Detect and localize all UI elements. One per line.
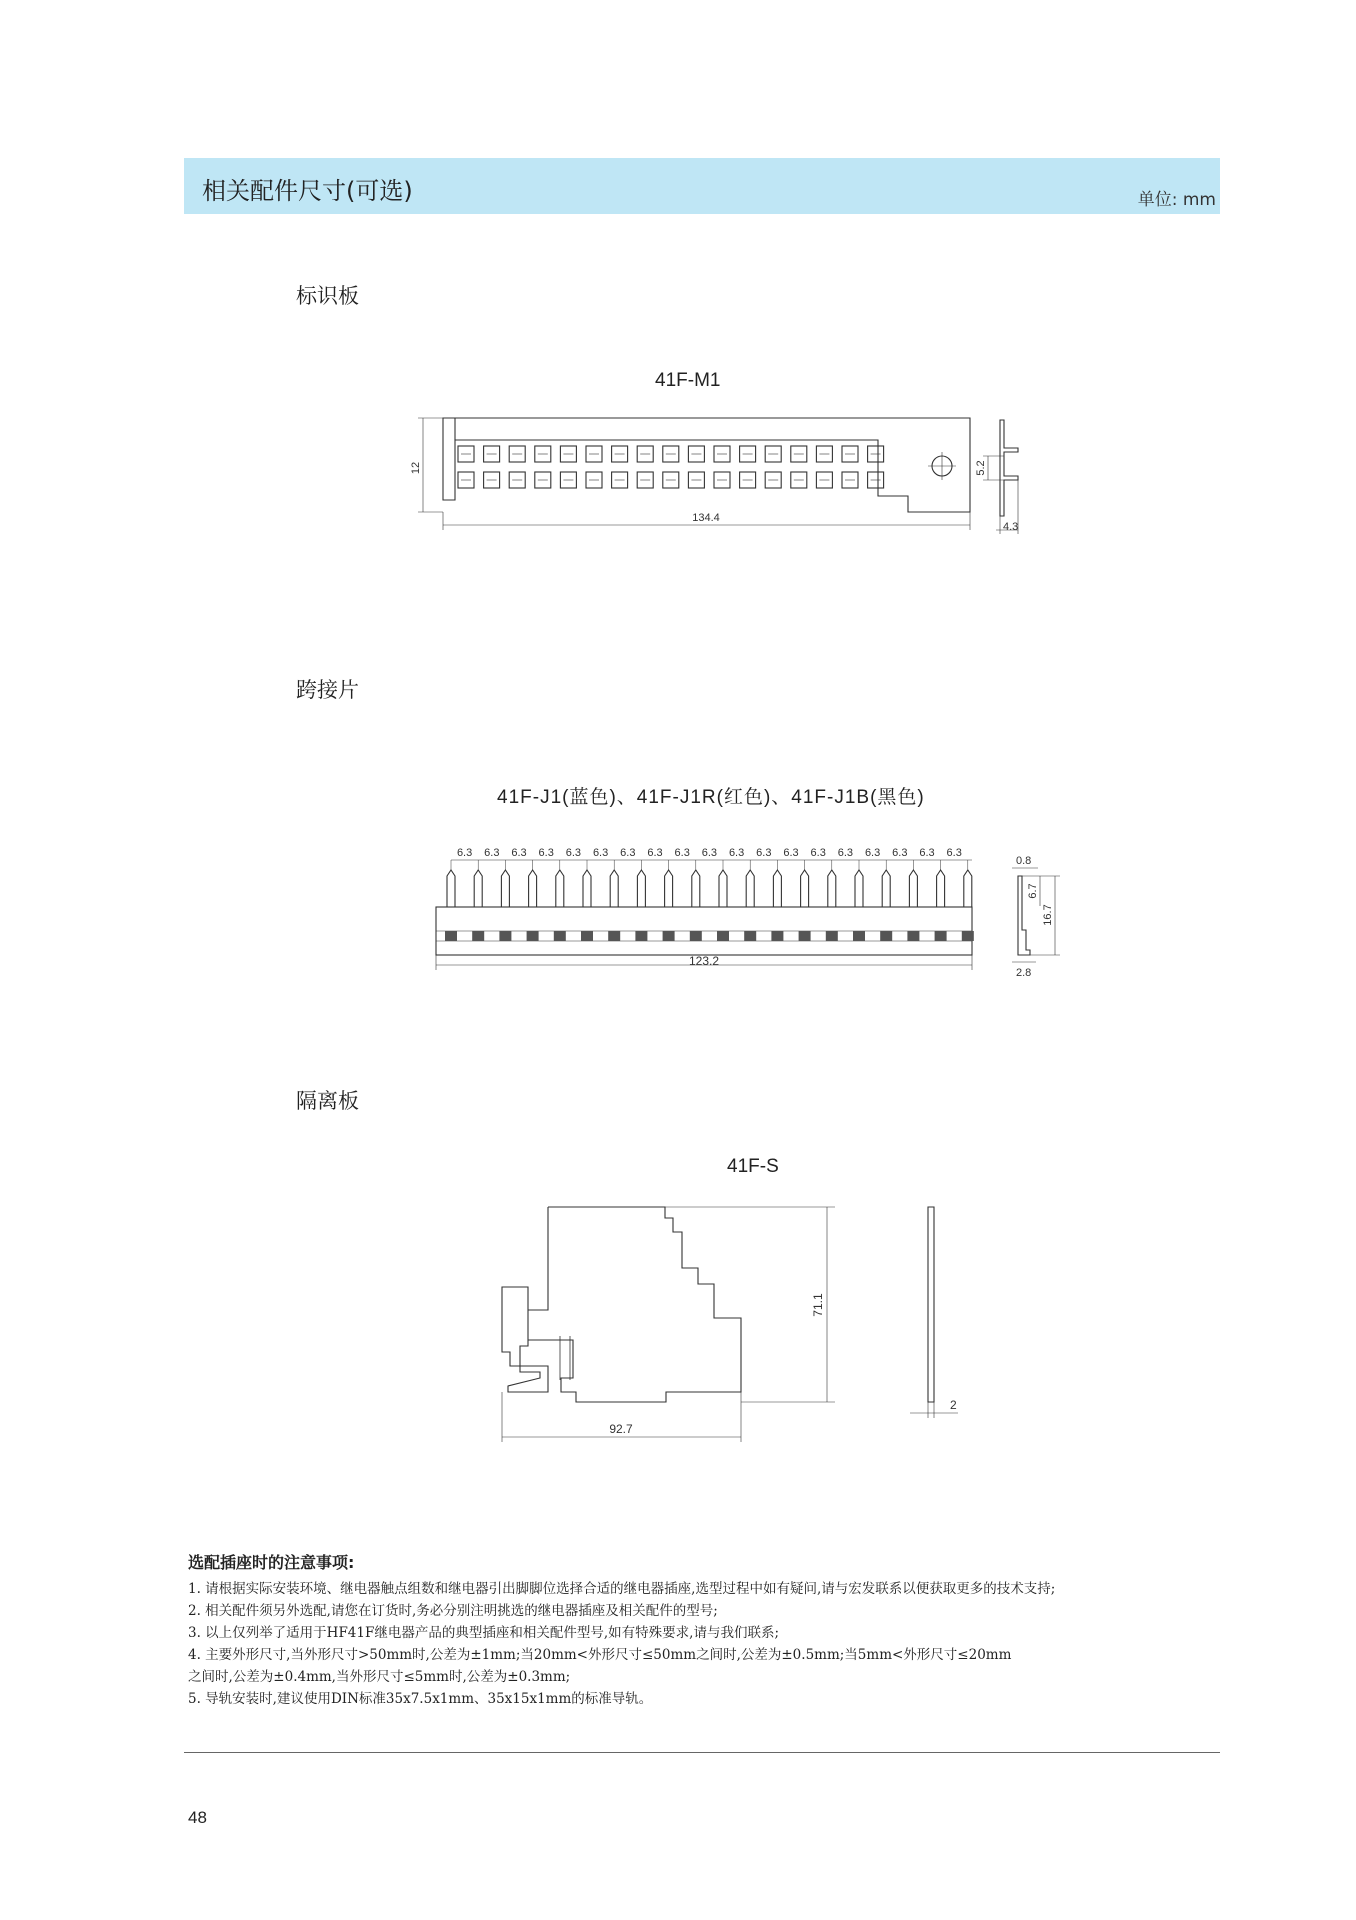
- note-item: 之间时,公差为±0.4mm,当外形尺寸≤5mm时,公差为±0.3mm;: [188, 1669, 571, 1685]
- pitch-label: 6.3: [892, 847, 908, 859]
- jumper-pin: [610, 870, 618, 907]
- dim-height-71-1: 71.1: [811, 1293, 825, 1317]
- drawing-41f-j1: [436, 860, 1060, 970]
- model-41f-s: 41F-S: [727, 1156, 779, 1177]
- jumper-pin: [692, 870, 700, 907]
- jumper-pin: [909, 870, 917, 907]
- pitch-label: 6.3: [728, 847, 745, 859]
- section-title-marker-strip: 标识板: [296, 284, 359, 308]
- dim-thickness-4-3: 4.3: [1003, 521, 1019, 533]
- footer-divider: [184, 1752, 1220, 1753]
- pitch-label: 6.3: [647, 847, 663, 859]
- model-41f-j1: 41F-J1(蓝色)、41F-J1R(红色)、41F-J1B(黑色): [497, 787, 925, 808]
- section-title-jumper: 跨接片: [296, 678, 359, 702]
- jumper-pin: [937, 870, 945, 907]
- model-41f-m1: 41F-M1: [655, 370, 721, 391]
- jumper-pin: [964, 870, 972, 907]
- jumper-pin: [855, 870, 863, 907]
- jumper-pin: [583, 870, 591, 907]
- pitch-label: 6.3: [620, 847, 636, 859]
- note-item: 3. 以上仅列举了适用于HF41F继电器产品的典型插座和相关配件型号,如有特殊要求,请与我们联系;: [188, 1625, 779, 1641]
- dim-pin-6-7: 6.7: [1027, 883, 1039, 899]
- jumper-pin: [882, 870, 890, 907]
- jumper-pin: [529, 870, 537, 907]
- pitch-label: 6.3: [674, 847, 690, 859]
- note-item: 2. 相关配件须另外选配,请您在订货时,务必分别注明挑选的继电器插座及相关配件的型号;: [188, 1603, 718, 1619]
- jumper-pins: [445, 860, 974, 941]
- pitch-label: 6.3: [810, 847, 826, 859]
- dim-hole-5-2: 5.2: [975, 460, 987, 476]
- notes-title: 选配插座时的注意事项:: [188, 1553, 355, 1572]
- pitch-label: 6.3: [456, 847, 473, 859]
- selection-notes: [188, 1552, 1228, 1710]
- unit-label: 单位: mm: [1137, 190, 1216, 210]
- pitch-label: 6.3: [946, 847, 962, 859]
- jumper-pin: [746, 870, 754, 907]
- page-number: 48: [188, 1808, 207, 1827]
- pitch-labels: [457, 847, 962, 859]
- section-title-separator: 隔离板: [296, 1089, 359, 1113]
- pitch-label: 6.3: [756, 847, 772, 859]
- note-item: 1. 请根据实际安装环境、继电器触点组数和继电器引出脚脚位选择合适的继电器插座,选型过程中如有疑问,请与宏发联系以便获取更多的技术支持;: [188, 1581, 1056, 1597]
- dim-length-123-2: 123.2: [688, 954, 720, 968]
- jumper-pin: [556, 870, 564, 907]
- marker-slots: [458, 446, 884, 488]
- dim-width-2-8: 2.8: [1016, 967, 1032, 979]
- dim-length-134-4: 134.4: [692, 512, 720, 524]
- pitch-label: 6.3: [484, 847, 500, 859]
- jumper-pin: [801, 870, 809, 907]
- jumper-pin: [447, 870, 455, 907]
- jumper-pin: [637, 870, 645, 907]
- pitch-label: 6.3: [592, 847, 609, 859]
- note-item: 5. 导轨安装时,建议使用DIN标准35x7.5x1mm、35x15x1mm的标准导轨。: [188, 1691, 653, 1707]
- jumper-pin: [828, 870, 836, 907]
- jumper-pin: [773, 870, 781, 907]
- dim-length-92-7: 92.7: [609, 1422, 633, 1436]
- jumper-pin: [719, 870, 727, 907]
- pitch-label: 6.3: [538, 847, 554, 859]
- pitch-label: 6.3: [919, 847, 935, 859]
- pitch-label: 6.3: [701, 847, 718, 859]
- pitch-label: 6.3: [783, 847, 799, 859]
- dim-height-16-7: 16.7: [1042, 904, 1054, 926]
- dim-top-0-8: 0.8: [1016, 855, 1032, 867]
- jumper-pin: [665, 870, 673, 907]
- dim-thickness-2: 2: [950, 1398, 957, 1412]
- dim-height-12: 12: [410, 461, 422, 475]
- jumper-pin: [501, 870, 509, 907]
- pitch-label: 6.3: [511, 847, 527, 859]
- jumper-pin: [474, 870, 482, 907]
- page-title: 相关配件尺寸(可选): [202, 177, 413, 205]
- pitch-label: 6.3: [565, 847, 582, 859]
- note-item: 4. 主要外形尺寸,当外形尺寸>50mm时,公差为±1mm;当20mm<外形尺寸≤50mm之间时,公差为±0.5mm;当5mm<外形尺寸≤20mm: [188, 1647, 1012, 1663]
- drawing-41f-s: [502, 1207, 958, 1442]
- pitch-label: 6.3: [837, 847, 854, 859]
- pitch-label: 6.3: [864, 847, 881, 859]
